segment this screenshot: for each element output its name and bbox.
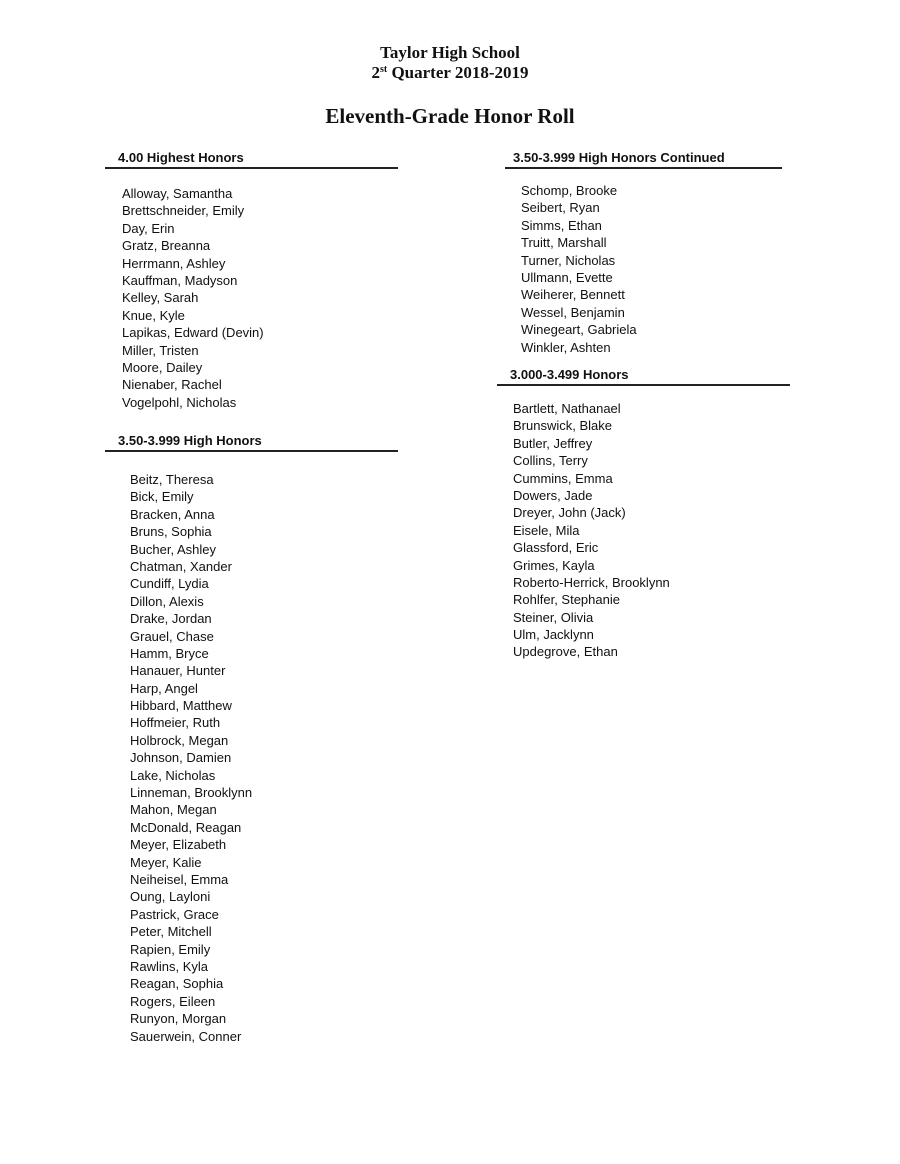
- student-name: Brunswick, Blake: [513, 418, 612, 434]
- section-highest-honors: [105, 150, 398, 411]
- student-name: Day, Erin: [122, 220, 175, 236]
- student-name: Rawlins, Kyla: [130, 958, 209, 974]
- student-name: Hanauer, Hunter: [130, 663, 226, 679]
- section-heading: 3.50-3.999 High Honors: [118, 433, 262, 448]
- page-title: Eleventh-Grade Honor Roll: [325, 104, 575, 128]
- student-name: Dreyer, John (Jack): [513, 505, 626, 521]
- section-heading: 4.00 Highest Honors: [118, 150, 244, 165]
- student-name: Roberto-Herrick, Brooklynn: [513, 574, 670, 590]
- student-name: Moore, Dailey: [122, 359, 203, 375]
- student-name: Hamm, Bryce: [130, 645, 209, 661]
- student-name: Hibbard, Matthew: [130, 698, 232, 714]
- student-name: Grauel, Chase: [130, 628, 214, 644]
- student-name: Harp, Angel: [130, 680, 198, 696]
- quarter-label: [0, 63, 900, 82]
- student-name: Bracken, Anna: [130, 506, 215, 522]
- student-name: Steiner, Olivia: [513, 609, 594, 625]
- student-name: Reagan, Sophia: [130, 976, 224, 992]
- student-name: Dowers, Jade: [513, 487, 593, 503]
- student-name: Schomp, Brooke: [521, 183, 618, 198]
- quarter-ordinal: st: [379, 64, 388, 75]
- student-name: Lapikas, Edward (Devin): [122, 325, 264, 341]
- student-name: Ulm, Jacklynn: [513, 627, 594, 643]
- student-name: Peter, Mitchell: [130, 924, 212, 940]
- student-name: Cummins, Emma: [513, 470, 613, 486]
- student-name: Meyer, Elizabeth: [130, 837, 227, 853]
- student-name: Weiherer, Bennett: [521, 287, 625, 303]
- student-name: Knue, Kyle: [122, 307, 185, 323]
- student-name: Beitz, Theresa: [130, 472, 214, 487]
- student-name: Brettschneider, Emily: [122, 203, 245, 219]
- student-name: Rogers, Eileen: [130, 993, 216, 1009]
- student-name: Holbrock, Megan: [130, 732, 229, 748]
- student-name: Neiheisel, Emma: [130, 871, 229, 887]
- student-name: Bruns, Sophia: [130, 524, 212, 540]
- name-list: [505, 182, 782, 356]
- student-name: Bucher, Ashley: [130, 541, 216, 557]
- student-name: Johnson, Damien: [130, 750, 232, 766]
- student-name: Alloway, Samantha: [122, 186, 233, 201]
- name-list: [497, 400, 790, 661]
- student-name: Oung, Layloni: [130, 889, 211, 905]
- student-name: Ullmann, Evette: [521, 269, 613, 285]
- section-honors: [497, 367, 790, 661]
- student-name: McDonald, Reagan: [130, 819, 242, 835]
- student-name: Collins, Terry: [513, 453, 588, 469]
- student-name: Winegeart, Gabriela: [521, 322, 637, 338]
- section-high-honors: [105, 433, 398, 1045]
- school-name: Taylor High School: [380, 43, 520, 62]
- student-name: Seibert, Ryan: [521, 200, 600, 216]
- student-name: Pastrick, Grace: [130, 906, 219, 922]
- name-list: [105, 471, 398, 1045]
- student-name: Updegrove, Ethan: [513, 644, 618, 660]
- student-name: Dillon, Alexis: [130, 593, 204, 609]
- student-name: Rohlfer, Stephanie: [513, 592, 620, 608]
- student-name: Herrmann, Ashley: [122, 255, 226, 271]
- student-name: Simms, Ethan: [521, 217, 602, 233]
- name-list: [105, 185, 398, 411]
- student-name: Linneman, Brooklynn: [130, 785, 253, 801]
- student-name: Kauffman, Madyson: [122, 272, 238, 288]
- section-heading: 3.50-3.999 High Honors Continued: [513, 150, 725, 165]
- heading-rule: [105, 167, 398, 169]
- student-name: Bartlett, Nathanael: [513, 401, 621, 416]
- section-high-honors-continued: [505, 150, 782, 356]
- student-name: Truitt, Marshall: [521, 235, 607, 251]
- student-name: Wessel, Benjamin: [521, 304, 625, 320]
- quarter-number: 2: [371, 63, 380, 82]
- student-name: Bick, Emily: [130, 489, 194, 505]
- student-name: Glassford, Eric: [513, 540, 599, 556]
- student-name: Meyer, Kalie: [130, 854, 202, 870]
- heading-rule: [505, 167, 782, 169]
- student-name: Gratz, Breanna: [122, 238, 211, 254]
- student-name: Rapien, Emily: [130, 941, 211, 957]
- student-name: Grimes, Kayla: [513, 557, 595, 573]
- student-name: Drake, Jordan: [130, 611, 212, 627]
- student-name: Eisele, Mila: [513, 522, 580, 538]
- student-name: Sauerwein, Conner: [130, 1028, 242, 1044]
- student-name: Chatman, Xander: [130, 558, 232, 574]
- student-name: Miller, Tristen: [122, 342, 199, 358]
- student-name: Turner, Nicholas: [521, 252, 616, 268]
- student-name: Nienaber, Rachel: [122, 377, 222, 393]
- student-name: Butler, Jeffrey: [513, 435, 593, 451]
- student-name: Mahon, Megan: [130, 802, 217, 818]
- student-name: Hoffmeier, Ruth: [130, 715, 221, 731]
- section-heading: 3.000-3.499 Honors: [510, 367, 629, 382]
- student-name: Lake, Nicholas: [130, 767, 216, 783]
- student-name: Kelley, Sarah: [122, 290, 199, 306]
- heading-rule: [497, 384, 790, 386]
- heading-rule: [105, 450, 398, 452]
- student-name: Vogelpohl, Nicholas: [122, 394, 237, 410]
- student-name: Runyon, Morgan: [130, 1011, 227, 1027]
- student-name: Cundiff, Lydia: [130, 576, 209, 592]
- student-name: Winkler, Ashten: [521, 339, 611, 355]
- quarter-text: Quarter 2018-2019: [387, 63, 529, 82]
